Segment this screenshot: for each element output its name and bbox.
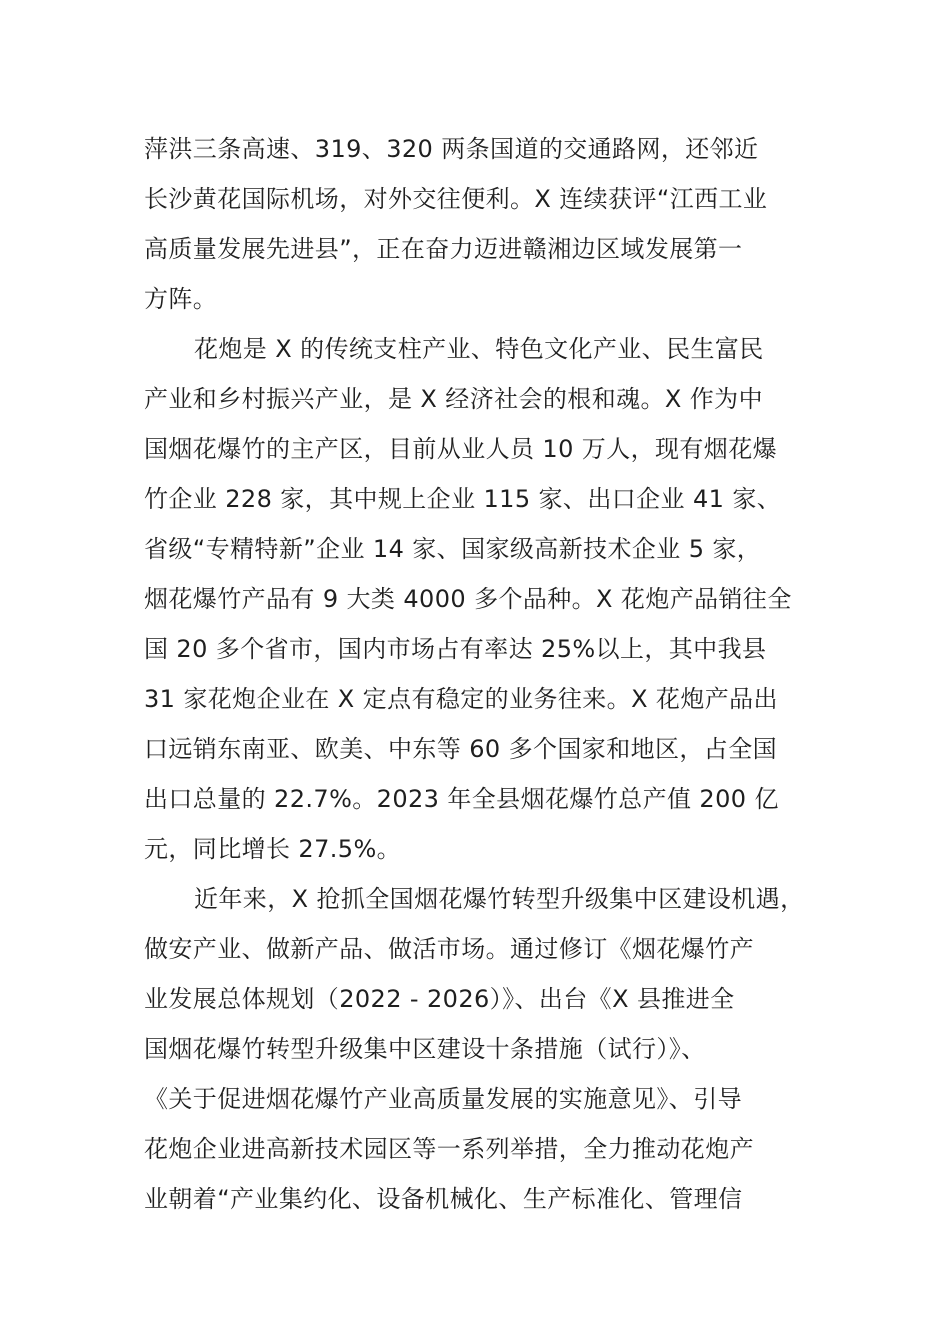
text-line: 业发展总体规划（2022 - 2026）》、出台《X 县推进全 bbox=[144, 985, 735, 1013]
text-line: 高质量发展先进县”，正在奋力迈进赣湘边区域发展第一 bbox=[144, 235, 743, 263]
text-line: 国烟花爆竹的主产区，目前从业人员 10 万人，现有烟花爆 bbox=[144, 435, 777, 463]
text-line: 业朝着“产业集约化、设备机械化、生产标准化、管理信 bbox=[144, 1185, 743, 1213]
text-line: 元，同比增长 27.5%。 bbox=[144, 835, 402, 863]
text-line: 竹企业 228 家，其中规上企业 115 家、出口企业 41 家、 bbox=[144, 485, 782, 513]
text-line: 31 家花炮企业在 X 定点有稳定的业务往来。X 花炮产品出 bbox=[144, 685, 778, 713]
text-line: 省级“专精特新”企业 14 家、国家级高新技术企业 5 家， bbox=[144, 535, 762, 563]
text-line: 国烟花爆竹转型升级集中区建设十条措施（试行）》、 bbox=[144, 1035, 706, 1063]
text-line: 烟花爆竹产品有 9 大类 4000 多个品种。X 花炮产品销往全 bbox=[144, 585, 792, 613]
text-line: 口远销东南亚、欧美、中东等 60 多个国家和地区，占全国 bbox=[144, 735, 777, 763]
text-line: 国 20 多个省市，国内市场占有率达 25%以上，其中我县 bbox=[144, 635, 767, 663]
text-line: 近年来，X 抢抓全国烟花爆竹转型升级集中区建设机遇， bbox=[194, 885, 805, 913]
text-line: 花炮是 X 的传统支柱产业、特色文化产业、民生富民 bbox=[194, 335, 764, 363]
text-line: 做安产业、做新产品、做活市场。通过修订《烟花爆竹产 bbox=[144, 935, 754, 963]
text-line: 产业和乡村振兴产业，是 X 经济社会的根和魂。X 作为中 bbox=[144, 385, 763, 413]
text-line: 花炮企业进高新技术园区等一系列举措，全力推动花炮产 bbox=[144, 1135, 754, 1163]
text-line: 长沙黄花国际机场，对外交往便利。X 连续获评“江西工业 bbox=[144, 185, 768, 213]
text-line: 出口总量的 22.7%。2023 年全县烟花爆竹总产值 200 亿 bbox=[144, 785, 779, 813]
text-line: 萍洪三条高速、319、320 两条国道的交通路网，还邻近 bbox=[144, 135, 759, 163]
text-line: 方阵。 bbox=[144, 285, 218, 313]
text-line: 《关于促进烟花爆竹产业高质量发展的实施意见》、引导 bbox=[144, 1085, 742, 1113]
